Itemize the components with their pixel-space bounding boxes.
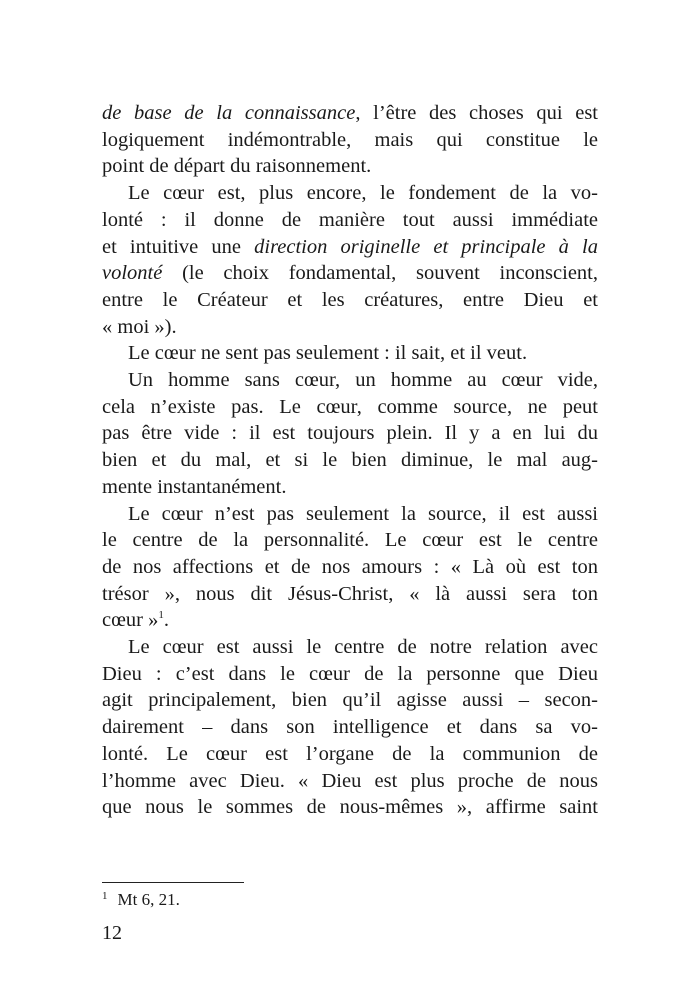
text-line: [102, 340, 598, 367]
text-segment: que nous le sommes de nous-mêmes », affirme saint: [102, 796, 598, 819]
text-segment: mente instantanément.: [102, 475, 287, 498]
text-segment: lonté : il donne de manière tout aussi immédiate: [102, 208, 598, 231]
text-segment: Un homme sans cœur, un homme au cœur vide,: [128, 369, 598, 392]
text-segment: le centre de la personnalité. Le cœur est le centre: [102, 529, 598, 552]
text-segment: de nos affections et de nos amours : « Là où est ton: [102, 555, 598, 578]
text-segment: Le cœur ne sent pas seulement : il sait, et il veut.: [128, 342, 528, 365]
text-line: [102, 554, 598, 581]
text-line: [102, 153, 598, 180]
text-line: [102, 260, 598, 287]
text-line: [102, 741, 598, 768]
text-line: [102, 581, 598, 608]
footnote: [102, 890, 180, 910]
text-segment: Le cœur n’est pas seulement la source, il est aussi: [128, 502, 598, 525]
text-line: [102, 714, 598, 741]
text-segment: (le choix fondamental, souvent inconscient,: [162, 262, 598, 285]
text-line: [102, 661, 598, 688]
text-line: [102, 607, 598, 634]
text-segment: « moi »).: [102, 315, 177, 338]
text-line: [102, 207, 598, 234]
text-line: [102, 527, 598, 554]
text-segment: cœur »: [102, 609, 159, 632]
page-number: 12: [102, 922, 122, 944]
footnote-reference: 1: [158, 609, 164, 622]
text-line: [102, 234, 598, 261]
text-segment: Le cœur est, plus encore, le fondement de la vo-: [128, 182, 598, 205]
text-segment: dairement – dans son intelligence et dans sa vo-: [102, 716, 598, 739]
text-segment: bien et du mal, et si le bien diminue, le mal aug-: [102, 449, 598, 472]
text-line: [102, 127, 598, 154]
text-segment: l’homme avec Dieu. « Dieu est plus proche de nous: [102, 769, 598, 792]
text-line: [102, 180, 598, 207]
text-segment: cela n’existe pas. Le cœur, comme source, ne peut: [102, 395, 598, 418]
text-segment: lonté. Le cœur est l’organe de la communion de: [102, 742, 598, 765]
text-segment: point de départ du raisonnement.: [102, 155, 372, 178]
text-line: [102, 287, 598, 314]
text-segment: Dieu : c’est dans le cœur de la personne que Dieu: [102, 662, 598, 685]
text-line: [102, 100, 598, 127]
text-segment: entre le Créateur et les créatures, entre Dieu et: [102, 288, 598, 311]
italic-text: de base de la connaissance: [102, 102, 356, 124]
text-line: [102, 367, 598, 394]
text-segment: et intuitive une: [102, 235, 255, 258]
text-line: [102, 634, 598, 661]
text-line: [102, 501, 598, 528]
text-line: [102, 394, 598, 421]
italic-text: direction originelle et principale à la: [254, 235, 598, 258]
footnote-mark: 1: [102, 890, 108, 902]
text-segment: agit principalement, bien qu’il agisse aussi – secon-: [102, 689, 598, 712]
text-line: [102, 474, 598, 501]
text-segment: .: [163, 609, 169, 632]
text-line: [102, 447, 598, 474]
text-segment: logiquement indémontrable, mais qui constitue le: [102, 128, 598, 151]
text-line: [102, 687, 598, 714]
text-segment: Le cœur est aussi le centre de notre relation avec: [128, 636, 598, 659]
text-line: [102, 768, 598, 795]
text-line: [102, 314, 598, 341]
text-segment: trésor », nous dit Jésus-Christ, « là aussi sera ton: [102, 582, 598, 605]
text-line: [102, 420, 598, 447]
text-segment: , l’être des choses qui est: [355, 102, 598, 124]
text-line: [102, 794, 598, 821]
text-segment: pas être vide : il est toujours plein. Il y a en lui du: [102, 422, 598, 445]
footnote-divider: [102, 882, 244, 883]
body-text: [102, 100, 598, 821]
footnote-text: Mt 6, 21.: [117, 890, 180, 909]
italic-text: volonté: [102, 262, 163, 285]
